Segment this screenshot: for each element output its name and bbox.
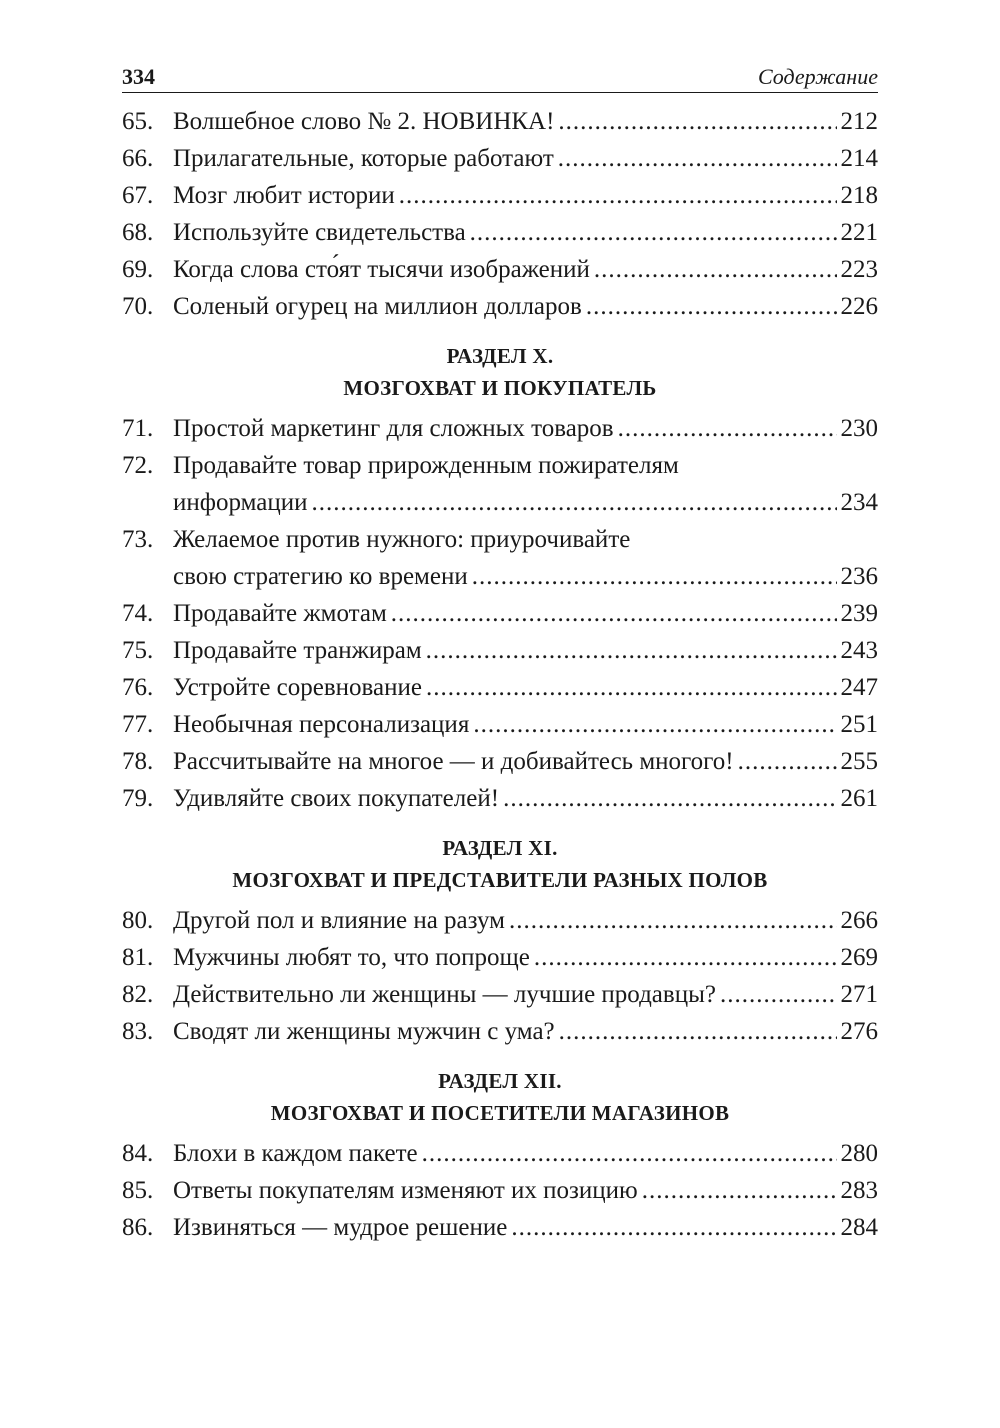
toc-entry[interactable] [122, 632, 878, 669]
entry-title-line: Продавайте товар прирожденным пожирателям [173, 452, 679, 479]
entry-body [173, 976, 878, 1013]
entry-title: Другой пол и влияние на разум [173, 907, 505, 934]
toc-entry[interactable] [122, 743, 878, 780]
entry-number: 67. [122, 182, 154, 209]
entry-title: Устройте соревнование [173, 674, 422, 701]
entry-body [173, 632, 878, 669]
toc-entry[interactable] [122, 447, 878, 521]
entry-body [173, 1013, 878, 1050]
toc-entry[interactable] [122, 669, 878, 706]
entry-page-number: 212 [840, 108, 878, 135]
entry-number: 84. [122, 1140, 154, 1167]
entry-page-number: 280 [840, 1140, 878, 1167]
entry-line [173, 177, 878, 214]
entry-number: 86. [122, 1214, 154, 1241]
running-title: Содержание [757, 64, 878, 89]
entry-body [173, 939, 878, 976]
dot-leader [618, 410, 837, 447]
entry-title: Волшебное слово № 2. НОВИНКА! [173, 108, 555, 135]
entry-number: 73. [122, 526, 154, 553]
toc-entry[interactable] [122, 1172, 878, 1209]
entry-page-number: 255 [840, 748, 878, 775]
toc-entry[interactable] [122, 521, 878, 595]
entry-page-number: 226 [840, 293, 878, 320]
entry-number: 81. [122, 944, 154, 971]
entry-page-number: 234 [840, 489, 878, 516]
toc-entry[interactable] [122, 103, 878, 140]
toc-entry[interactable] [122, 214, 878, 251]
entry-page-number: 243 [840, 637, 878, 664]
dot-leader [391, 595, 837, 632]
entry-title: Извиняться — мудрое решение [173, 1214, 508, 1241]
entry-line [173, 743, 878, 780]
entry-body [173, 447, 878, 521]
entry-page-number: 214 [840, 145, 878, 172]
entry-body [173, 521, 878, 595]
dot-leader [470, 214, 837, 251]
entry-number: 66. [122, 145, 154, 172]
toc-entry[interactable] [122, 1013, 878, 1050]
entry-line [173, 1172, 878, 1209]
entry-title: Простой маркетинг для сложных товаров [173, 415, 614, 442]
entry-title: свою стратегию ко времени [173, 563, 468, 590]
toc-entry[interactable] [122, 976, 878, 1013]
dot-leader [738, 743, 837, 780]
entry-body [173, 1209, 878, 1246]
entry-number: 85. [122, 1177, 154, 1204]
entry-title: информации [173, 489, 308, 516]
entry-line [173, 1209, 878, 1246]
entry-page-number: 218 [840, 182, 878, 209]
entry-page-number: 223 [840, 256, 878, 283]
entry-page-number: 266 [840, 907, 878, 934]
entry-line [173, 410, 878, 447]
entry-page-number: 261 [840, 785, 878, 812]
entry-page-number: 239 [840, 600, 878, 627]
entry-body [173, 902, 878, 939]
entry-body [173, 706, 878, 743]
entry-number: 72. [122, 452, 154, 479]
entry-line [173, 251, 878, 288]
toc-entry[interactable] [122, 177, 878, 214]
entry-line [173, 484, 878, 521]
toc-entry[interactable] [122, 595, 878, 632]
entry-line [173, 558, 878, 595]
entry-line [173, 214, 878, 251]
entry-title: Удивляйте своих покупателей! [173, 785, 500, 812]
dot-leader [586, 288, 837, 325]
section-label: РАЗДЕЛ XI. [442, 836, 558, 860]
entry-number: 71. [122, 415, 154, 442]
entry-number: 79. [122, 785, 154, 812]
entry-page-number: 247 [840, 674, 878, 701]
entry-line [173, 1013, 878, 1050]
dot-leader [534, 939, 837, 976]
dot-leader [558, 103, 836, 140]
entry-title: Используйте свидетельства [173, 219, 466, 246]
dot-leader [399, 177, 837, 214]
toc-list [122, 410, 878, 817]
entry-body [173, 177, 878, 214]
entry-number: 70. [122, 293, 154, 320]
dot-leader [503, 780, 836, 817]
running-head [122, 62, 878, 93]
entry-body [173, 669, 878, 706]
entry-body [173, 743, 878, 780]
dot-leader [720, 976, 837, 1013]
entry-number: 77. [122, 711, 154, 738]
entry-body [173, 140, 878, 177]
dot-leader [642, 1172, 837, 1209]
entry-line [173, 976, 878, 1013]
entry-body [173, 214, 878, 251]
entry-page-number: 221 [840, 219, 878, 246]
table-of-contents [122, 103, 878, 1246]
entry-title: Продавайте транжирам [173, 637, 422, 664]
entry-body [173, 780, 878, 817]
entry-body [173, 1172, 878, 1209]
entry-title: Рассчитывайте на многое — и добивайтесь многого! [173, 748, 734, 775]
dot-leader [426, 632, 837, 669]
entry-title: Действительно ли женщины — лучшие продавцы? [173, 981, 716, 1008]
entry-title: Необычная персонализация [173, 711, 470, 738]
entry-page-number: 230 [840, 415, 878, 442]
section-title: МОЗГОХВАТ И ПОКУПАТЕЛЬ [343, 376, 657, 400]
entry-title: Прилагательные, которые работают [173, 145, 554, 172]
dot-leader [559, 1013, 837, 1050]
entry-body [173, 103, 878, 140]
entry-line [173, 140, 878, 177]
dot-leader [311, 484, 836, 521]
entry-body [173, 595, 878, 632]
dot-leader [472, 558, 837, 595]
dot-leader [511, 1209, 836, 1246]
entry-line [173, 103, 878, 140]
entry-number: 80. [122, 907, 154, 934]
toc-entry[interactable] [122, 288, 878, 325]
page-number: 334 [122, 64, 155, 89]
entry-line [173, 632, 878, 669]
section-heading [122, 832, 878, 896]
entry-page-number: 271 [840, 981, 878, 1008]
toc-list [122, 1135, 878, 1246]
entry-number: 75. [122, 637, 154, 664]
dot-leader [558, 140, 837, 177]
toc-entry[interactable] [122, 1135, 878, 1172]
toc-entry[interactable] [122, 140, 878, 177]
toc-list [122, 902, 878, 1050]
dot-leader [426, 669, 837, 706]
entry-number: 65. [122, 108, 154, 135]
entry-title: Соленый огурец на миллион долларов [173, 293, 582, 320]
entry-body [173, 251, 878, 288]
entry-line [173, 669, 878, 706]
entry-line [173, 595, 878, 632]
entry-page-number: 251 [840, 711, 878, 738]
toc-entry[interactable] [122, 939, 878, 976]
entry-number: 82. [122, 981, 154, 1008]
entry-page-number: 283 [840, 1177, 878, 1204]
entry-page-number: 276 [840, 1018, 878, 1045]
entry-page-number: 269 [840, 944, 878, 971]
section-heading [122, 340, 878, 404]
entry-number: 76. [122, 674, 154, 701]
entry-title: Блохи в каждом пакете [173, 1140, 418, 1167]
toc-entry[interactable] [122, 1209, 878, 1246]
entry-line [173, 706, 878, 743]
toc-entry[interactable] [122, 251, 878, 288]
entry-title: Ответы покупателям изменяют их позицию [173, 1177, 638, 1204]
entry-page-number: 284 [840, 1214, 878, 1241]
entry-title: Мозг любит истории [173, 182, 395, 209]
entry-line [173, 939, 878, 976]
entry-line [173, 902, 878, 939]
toc-entry[interactable] [122, 410, 878, 447]
entry-body [173, 288, 878, 325]
dot-leader [422, 1135, 837, 1172]
section-label: РАЗДЕЛ XII. [438, 1069, 562, 1093]
toc-entry[interactable] [122, 902, 878, 939]
toc-page [122, 62, 878, 1246]
entry-title-line: Желаемое против нужного: приурочивайте [173, 526, 631, 553]
entry-page-number: 236 [840, 563, 878, 590]
toc-entry[interactable] [122, 780, 878, 817]
section-heading [122, 1065, 878, 1129]
entry-body [173, 410, 878, 447]
entry-line [173, 288, 878, 325]
entry-number: 68. [122, 219, 154, 246]
entry-title: Продавайте жмотам [173, 600, 387, 627]
entry-line [173, 780, 878, 817]
entry-title: Сводят ли женщины мужчин с ума? [173, 1018, 555, 1045]
entry-number: 83. [122, 1018, 154, 1045]
dot-leader [594, 251, 837, 288]
toc-list [122, 103, 878, 325]
entry-number: 69. [122, 256, 154, 283]
dot-leader [509, 902, 837, 939]
entry-number: 74. [122, 600, 154, 627]
entry-title: Мужчины любят то, что попроще [173, 944, 530, 971]
toc-entry[interactable] [122, 706, 878, 743]
section-title: МОЗГОХВАТ И ПРЕДСТАВИТЕЛИ РАЗНЫХ ПОЛОВ [232, 868, 768, 892]
section-label: РАЗДЕЛ X. [446, 344, 554, 368]
entry-title: Когда слова сто́ят тысячи изображений [173, 256, 590, 283]
dot-leader [473, 706, 836, 743]
entry-number: 78. [122, 748, 154, 775]
entry-body [173, 1135, 878, 1172]
entry-line [173, 1135, 878, 1172]
section-title: МОЗГОХВАТ И ПОСЕТИТЕЛИ МАГАЗИНОВ [270, 1101, 730, 1125]
